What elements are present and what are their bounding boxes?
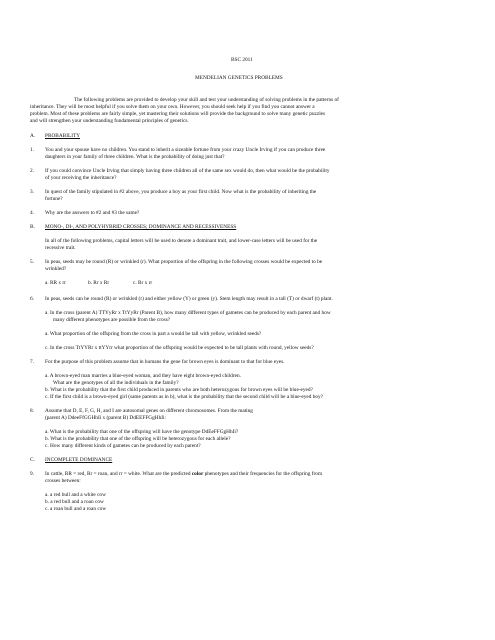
q9-line-1-end: phenotypes and their frequencies for the offspring from [203,471,323,477]
q7-number: 7. [30,359,34,365]
q9-line-2: crosses between: [45,478,81,484]
q8-part-b: b. What is the probability that one of the offspring will be heterozygous for each allele? [45,436,231,442]
q1-line-1: You and your spouse have no children. You stand to inherit a sizeable fortune from your crazy Uncle Irving if you can produce three [45,147,326,153]
q8-line-2: (parent A) DdeeFfGGHhIi x (parent B) DdEEFFGgHhIi: [45,415,166,421]
q6-part-a-line-1: a. In the cross (parent A) TTYyRr x TtYyRr (Parent B), how many different types of gametes can be produced by each parent and how [45,310,331,316]
q4-text: Why are the answers to #2 and #3 the same? [45,210,140,216]
q7-part-c: c. If the first child is a brown-eyed girl (same parents as in b), what is the probability that the second child will be a blue-eyed boy? [45,394,324,400]
q8-part-a: a. What is the probability that one of the offspring will have the genotype DdEeFFGgHhIi? [45,429,239,435]
section-b-letter: B. [30,224,35,230]
intro-line-1: The following problems are provided to develop your skill and test your understanding of solving problems in the patterns of [74,97,339,103]
section-a-letter: A. [30,133,36,139]
q7-part-b: b. What is the probability that the first child produced in parents who are both heterozygous for brown eyes will be blue-eyed? [45,387,313,393]
q6-part-b: a. What proportion of the offspring from the cross in part a would be tall with yellow, wrinkled seeds? [45,331,262,337]
q3-number: 3. [30,189,34,195]
section-c-heading: INCOMPLETE DOMINANCE [45,457,113,463]
section-b-heading: MONO-, DI-, AND POLYHYBRID CROSSES; DOMINANCE AND RECESSIVENESS [45,224,237,230]
q9-option-c: c. a roan bull and a roan cow [45,506,107,512]
q9-option-a: a. a red bull and a white cow [45,492,106,498]
section-b-intro-2: recessive trait. [45,245,76,251]
section-b-intro-1: In all of the following problems, capital letters will be used to denote a dominant trait, and lower-case letters will be used for the [45,238,318,244]
intro-line-3: problem. Most of these problems are fairly simple, yet mastering their solutions will provide the background to solve many genetic puzzles [30,111,326,117]
q7-text: For the purpose of this problem assume that in humans the gene for brown eyes is dominant to that for blue eyes. [45,359,285,365]
q3-line-2: fortune? [45,196,63,202]
section-c-letter: C. [30,457,35,463]
q9-line-1-start: In cattle, RR = red, Rr = roan, and rr = white. What are the predicted [45,471,192,477]
q3-line-1: In quest of the family stipulated in #2 above, you produce a boy as your first child. Now what is the probability of inheriting the [45,189,317,195]
q2-line-2: of your receiving the inheritance? [45,175,117,181]
q5-option-a: a. RR x rr [45,280,66,286]
q9-number: 9. [30,471,34,477]
q9-option-b: b. a red bull and a roan cow [45,499,104,505]
q4-number: 4. [30,210,34,216]
q9-emphasis-color: color [191,471,204,477]
q5-option-b: b. Rr x Rr [88,280,110,286]
page-title: MENDELIAN GENETICS PROBLEMS [195,75,283,81]
q5-line-1: In peas, seeds may be round (R) or wrinkled (r). What proportion of the offspring in the following crosses would be expected to be [45,259,323,265]
q6-part-c: c. In the cross TtYYRr x ttYYrr what proportion of the offspring would be expected to be tall plants with round, yellow seeds? [45,345,314,351]
q6-part-a-line-2: many different phenotypes are possible from the cross? [53,317,171,323]
q2-number: 2. [30,168,34,174]
course-code: BSC 2011 [231,57,253,63]
q8-number: 8. [30,408,34,414]
q8-line-1: Assume that D, E, F, G, H, and I are autosomal genes on different chromosomes. From the mating [45,408,253,414]
q9-line-1 [45,471,322,477]
q7-part-a-question: What are the genotypes of all the individuals in the family? [53,380,179,386]
intro-line-4: and will strengthen your understanding fundamental principles of genetics. [30,118,189,124]
intro-line-2: inheritance. They will be most helpful if you solve them on your own. However, you should seek help if you find you cannot answer a [30,104,315,110]
q7-part-a: a. A brown-eyed man marries a blue-eyed woman, and they have eight brown-eyed children. [45,373,241,379]
section-a-heading: PROBABILITY [45,133,81,139]
q6-text: In peas, seeds can be round (R) or wrinkled (r) and either yellow (Y) or green (y). Stem length may result in a tall (T) or dwarf (t) plant. [45,296,333,302]
q2-line-1: If you could convince Uncle Irving that simply having three children all of the same sex would do, then what would be the probability [45,168,330,174]
q1-line-2: daughters in your family of three children. What is the probability of doing just that? [45,154,225,160]
q1-number: 1. [30,147,34,153]
q6-number: 6. [30,296,34,302]
q5-option-c: c. Rr x rr [133,280,153,286]
q5-number: 5. [30,259,34,265]
q8-part-c: c. How many different kinds of gametes can be produced by each parent? [45,443,201,449]
q5-line-2: wrinkled? [45,266,67,272]
